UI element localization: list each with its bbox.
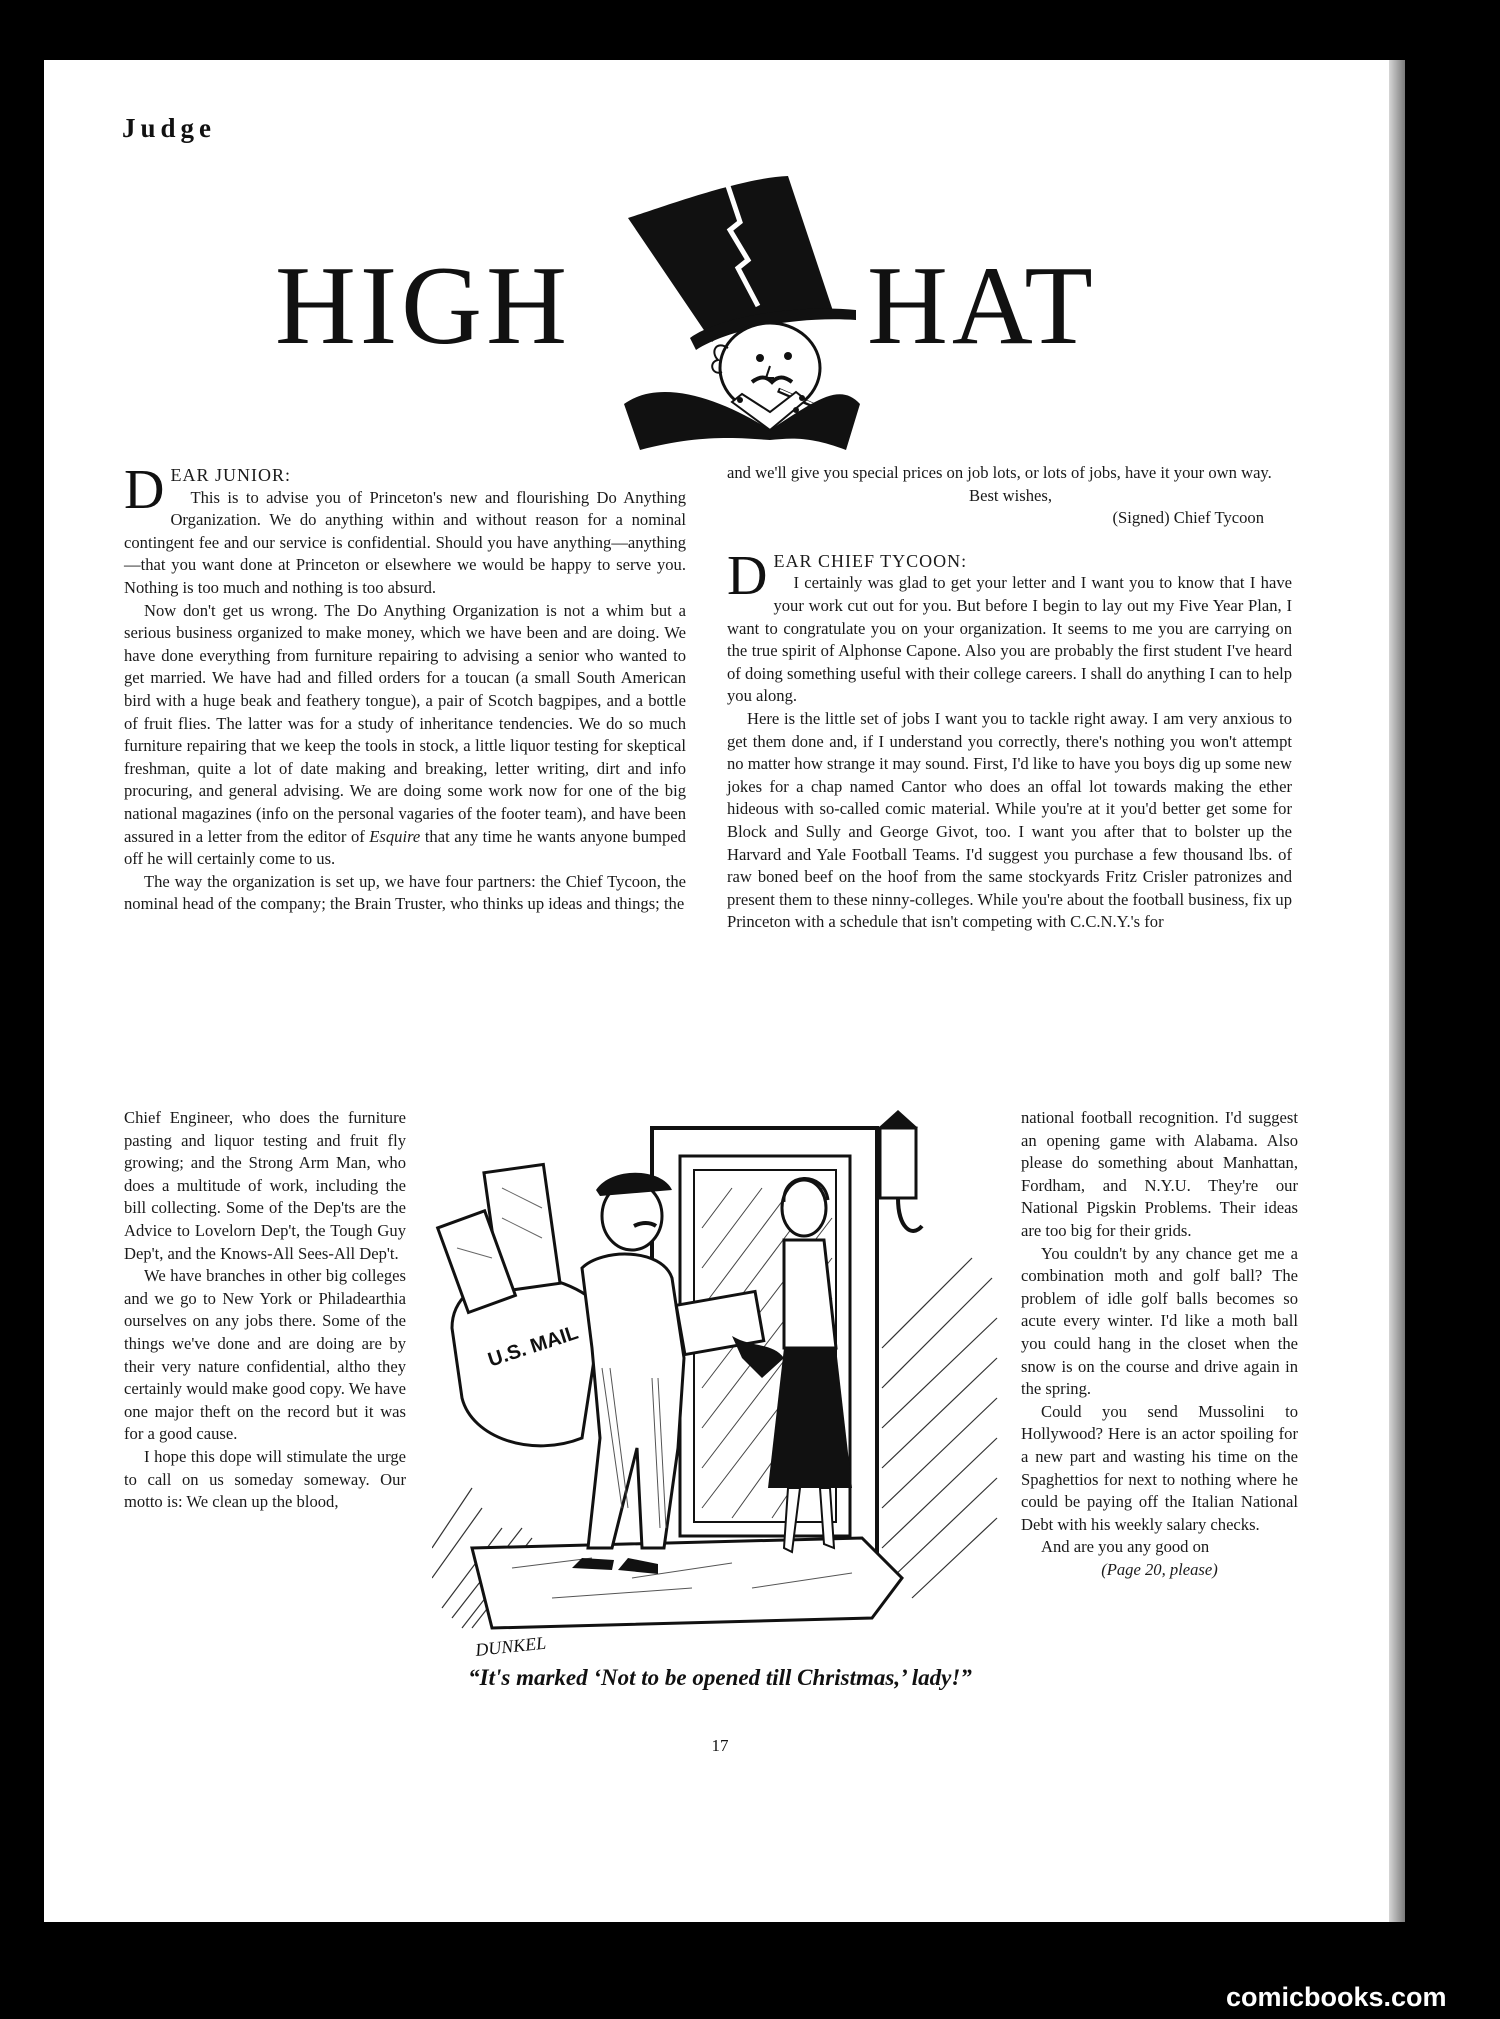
paragraph: I hope this dope will stimulate the urge to call on us someday someway. Our motto is: We clean up the blood, — [124, 1446, 406, 1512]
title-word-high: HIGH — [275, 244, 571, 368]
letter-2-narrow-column — [1021, 1107, 1298, 1581]
magazine-name: Judge — [122, 113, 217, 143]
mailman-cartoon-illustration — [432, 1108, 1002, 1668]
top-hat-mascot-illustration — [620, 168, 860, 450]
letter-1-column — [124, 459, 686, 916]
signature: (Signed) Chief Tycoon — [1112, 508, 1264, 528]
paragraph: The way the organization is set up, we have four partners: the Chief Tycoon, the nominal head of the company; the Brain Truster, who thinks up ideas and things; the — [124, 871, 686, 914]
page-number: 17 — [711, 1736, 729, 1755]
closing: Best wishes, — [969, 485, 1052, 505]
paragraph: Here is the little set of jobs I want you to tackle right away. I am very anxious to get them done and, if I understand you correctly, there's nothing you won't attempt no matter how strange it may sound. First, I'd like to have you boys dig up some new jokes for a chap named Cantor who does an offal lot towards making the ether hideous with so-called comic material. While you're at it you'd better get some for Block and Sully and George Givot, too. I want you after that to bolster up the Harvard and Yale Football Teams. I'd suggest you purchase a few thousand lbs. of raw boned beef on the hoof from the same stockyards Fritz Crisler patronizes and present them to these ninny-colleges. While you're about the football business, fix up Princeton with a schedule that isn't competing with C.C.N.Y.'s for — [727, 708, 1292, 932]
continued-note: (Page 20, please) — [1101, 1559, 1218, 1579]
letter-1-narrow-column — [124, 1107, 406, 1514]
drop-cap: D — [124, 459, 165, 521]
title-word-hat: HAT — [867, 244, 1097, 368]
italic-word: Esquire — [369, 826, 421, 846]
paragraph: national football recognition. I'd suggest an opening game with Alabama. Also please do something about Manhattan, Fordham, and N.Y.U. They're our National Pigskin Problems. Their ideas are too big for their grids. — [1021, 1108, 1298, 1240]
paragraph: Chief Engineer, who does the furniture pasting and liquor testing and fruit fly growing; and the Strong Arm Man, who does a multitude of work, including the bill collecting. Some of the Dep'ts are the Advice to Lovelorn Dep't, the Tough Guy Dep't, and the Knows-All Sees-All Dep't. — [124, 1108, 406, 1263]
paragraph: You couldn't by any chance get me a combination moth and golf ball? The problem of idle golf balls becomes so acute every winter. I'd like a moth ball you could hang in the closet when the snow is on the course and drive again in the spring. — [1021, 1243, 1298, 1399]
salutation: EAR JUNIOR: — [170, 465, 291, 485]
paragraph: Now don't get us wrong. The Do Anything Organization is not a whim but a serious business organized to make money, which we have been and are doing. We have done everything from furniture repairing to advising a senior who wanted to get married. We have had and filled orders for a toucan (a small South American bird with a huge beak and feathery tongue), a pair of Scotch bagpipes, and a bottle of fruit flies. The latter was for a study of inheritance tendencies. We do so much furniture repairing that we keep the tools in stock, a little liquor testing for skeptical freshman, quite a lot of date making and breaking, letter writing, dirt and info procuring, and general advising. We are doing some work now for one of the big national magazines (info on the personal vagaries of the footer team), and have been assured in a letter from the editor of Esquire that any time he wants anyone bumped off he will certainly come to us. — [124, 600, 686, 869]
paragraph: This is to advise you of Princeton's new and flourishing Do Anything Organization. We do anything within and without reason for a nominal contingent fee and our service is confidential. Should you have anything—anything—that you want done at Princeton or elsewhere we would be happy to serve you. Nothing is too much and nothing is too absurd. — [124, 487, 686, 597]
salutation: EAR CHIEF TYCOON: — [773, 550, 968, 571]
drop-cap: D — [727, 544, 768, 607]
mail-bag-label: U.S. MAIL — [485, 1321, 581, 1372]
paragraph: I certainly was glad to get your letter and I want you to know that I have your work cut out for you. But before I begin to lay out my Five Year Plan, I want to congratulate you on your organization. It seems to me you are carrying on the true spirit of Alphonse Capone. Also you are probably the first student I've heard of doing something useful with their college careers. I shall do anything I can to help you along. — [727, 573, 1292, 706]
artist-signature: DUNKEL — [474, 1632, 548, 1660]
cartoon-caption: “It's marked ‘Not to be opened till Christmas,’ lady!” — [468, 1665, 972, 1690]
paragraph: Could you send Mussolini to Hollywood? Here is an actor spoiling for a new part and wasting his time on the Spaghettios for next to nothing where he could be paying off the Italian National Debt with his weekly salary checks. — [1021, 1401, 1298, 1534]
paragraph: We have branches in other big colleges and we go to New York or Philadearthia ourselves on any jobs there. Some of the things we've done and are doing are by their very nature confidential, altho they certainly would make good copy. We have one major theft on the record but it was for a good cause. — [124, 1266, 406, 1444]
paragraph: And are you any good on — [1041, 1537, 1210, 1557]
paragraph: and we'll give you special prices on job lots, or lots of jobs, have it your own way. — [727, 463, 1272, 482]
watermark: comicbooks.com — [1226, 1982, 1447, 2012]
right-page-edge — [1389, 60, 1405, 1922]
letter-2-column — [727, 462, 1292, 934]
